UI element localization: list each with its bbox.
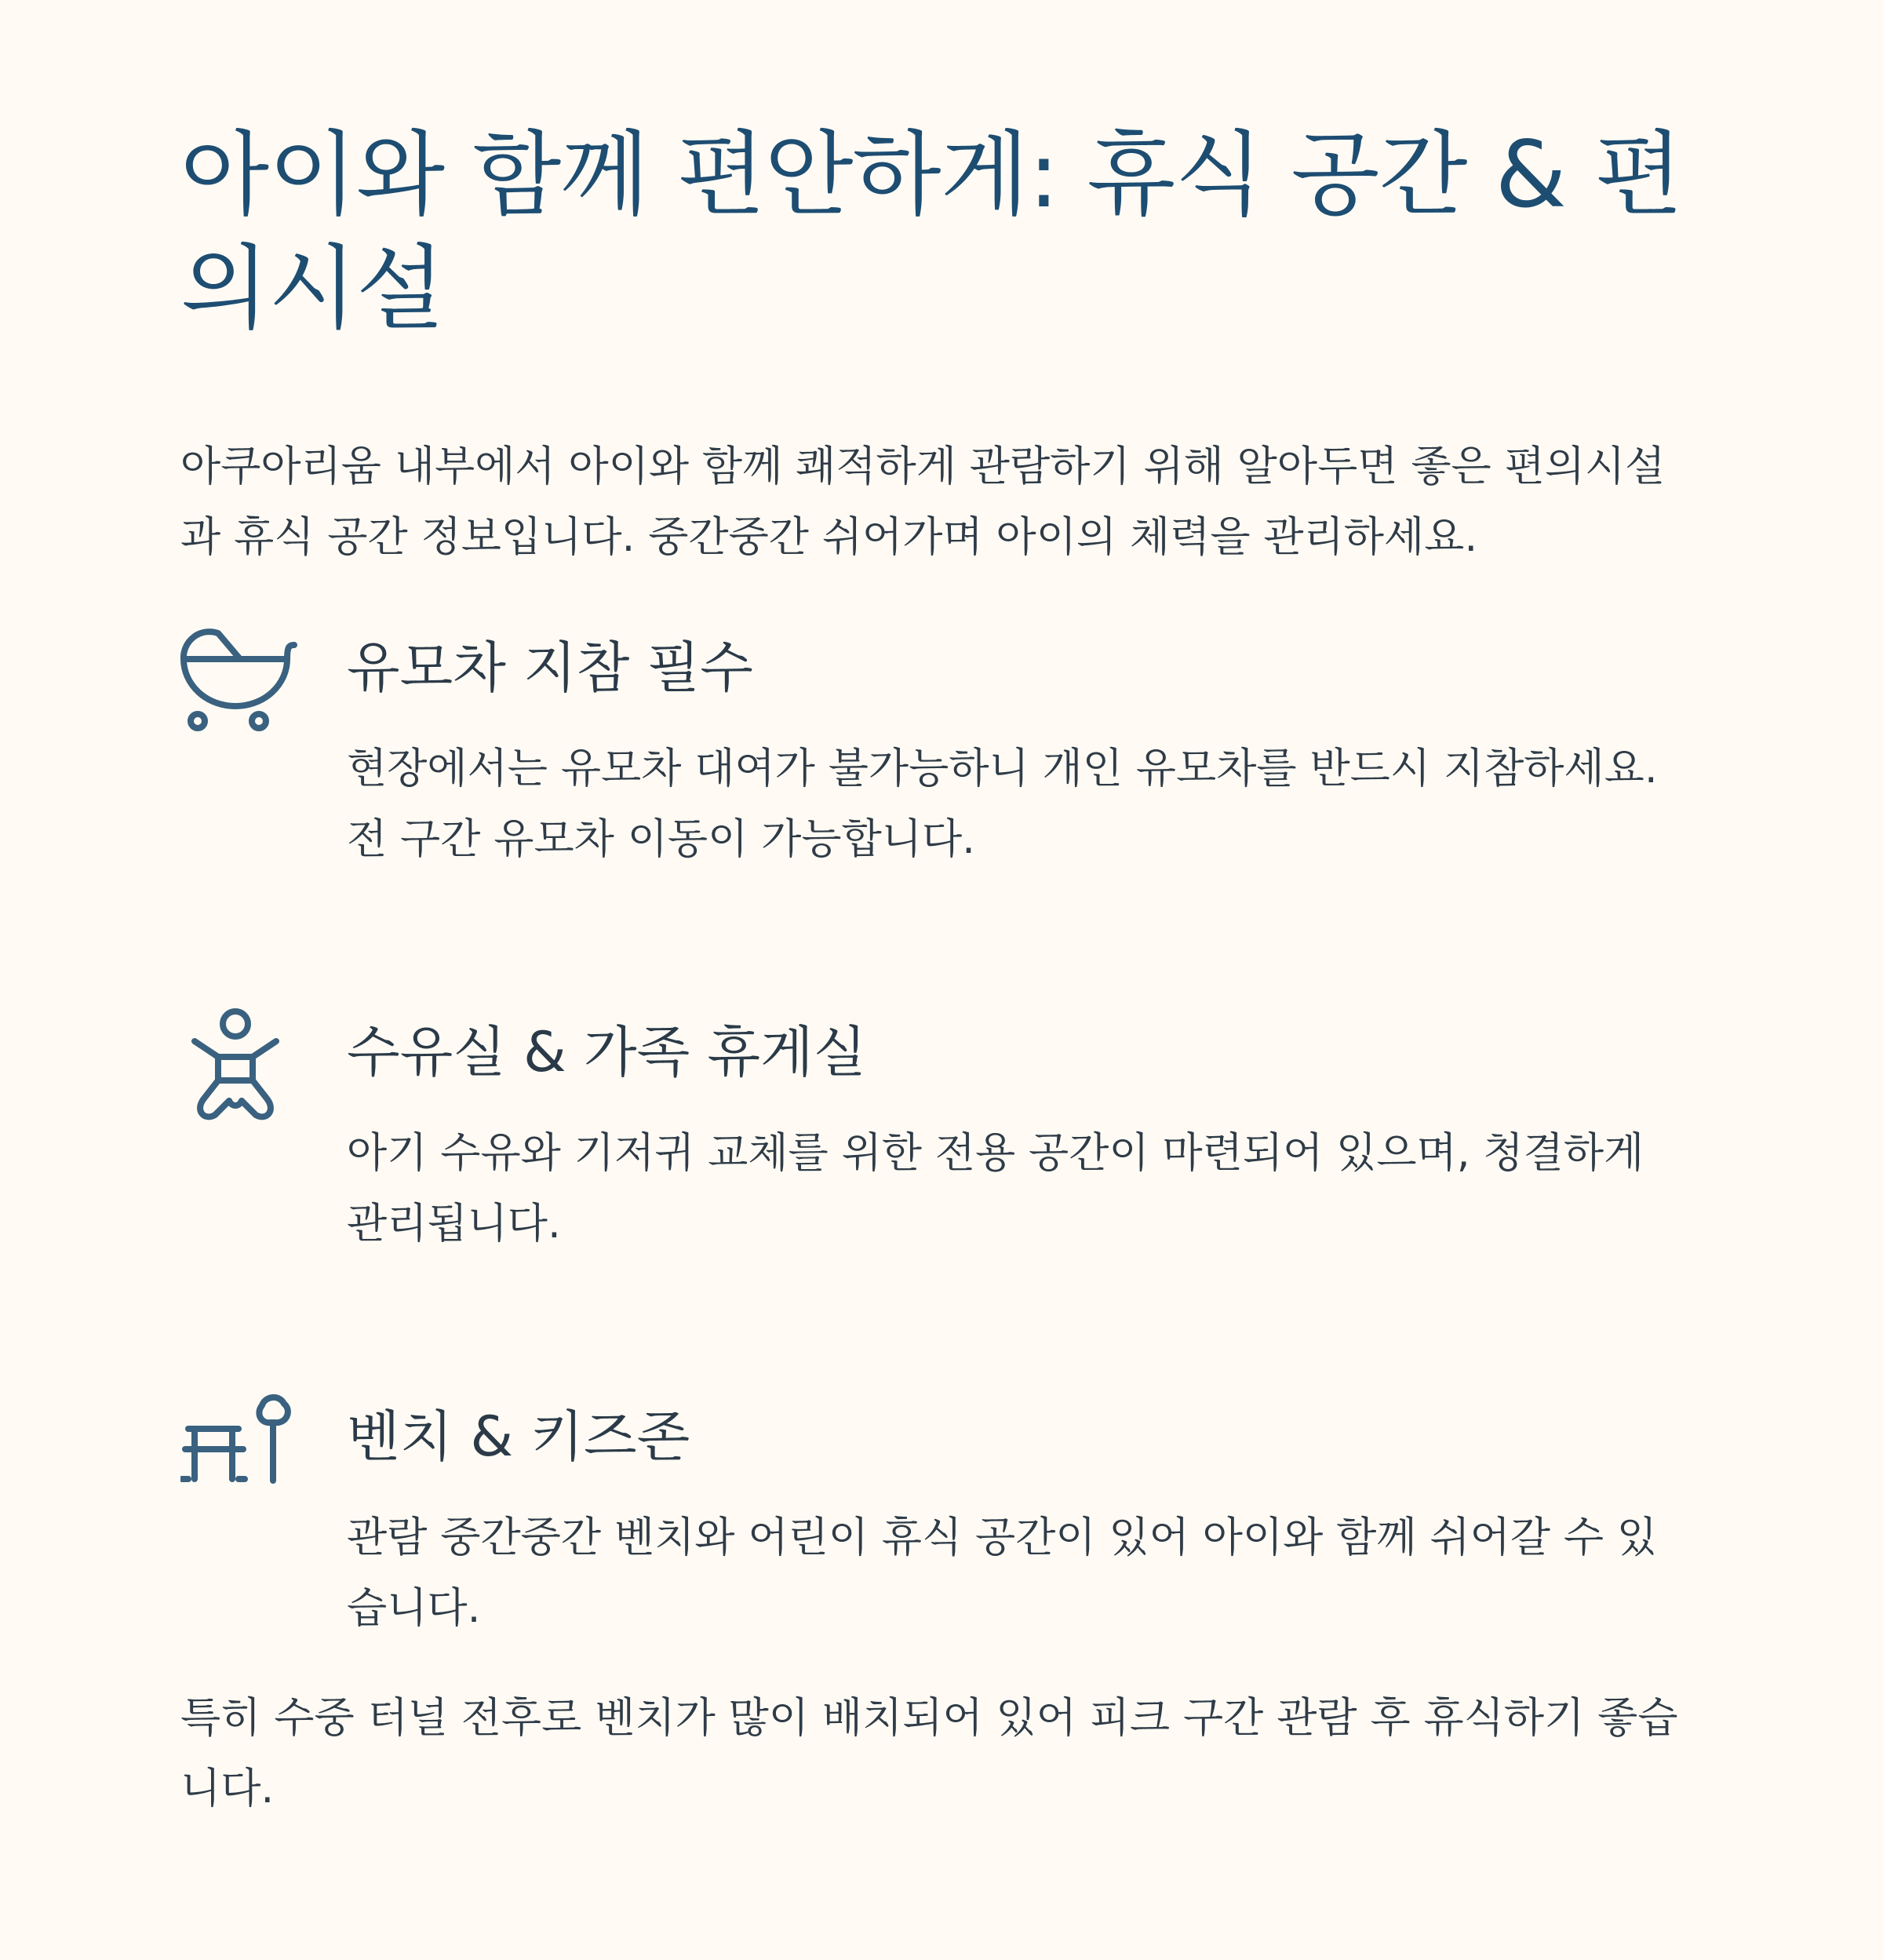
feature-description: 현장에서는 유모차 대여가 불가능하니 개인 유모차를 반드시 지참하세요. 전 구간 유모차 이동이 가능합니다. — [347, 745, 1658, 863]
feature-bench-kidszone — [180, 1393, 1703, 1644]
page-title: 아이와 함께 편안하게: 휴식 공간 & 편의시설 — [180, 121, 1683, 342]
feature-title: 벤치 & 키즈존 — [347, 1404, 690, 1469]
baby-icon — [180, 1008, 298, 1118]
closing-note: 특히 수중 터널 전후로 벤치가 많이 배치되어 있어 피크 구간 관람 후 휴식하기 좋습니다. — [180, 1694, 1678, 1812]
feature-description: 아기 수유와 기저귀 교체를 위한 전용 공간이 마련되어 있으며, 청결하게 관리됩니다. — [347, 1129, 1644, 1248]
feature-title: 유모차 지참 필수 — [347, 636, 753, 700]
feature-title: 수유실 & 가족 휴게실 — [347, 1020, 867, 1084]
stroller-icon — [180, 624, 298, 734]
feature-description: 관람 중간중간 벤치와 어린이 휴식 공간이 있어 아이와 함께 쉬어갈 수 있습니다. — [347, 1514, 1658, 1632]
content-page — [180, 118, 1703, 1824]
intro-paragraph: 아쿠아리움 내부에서 아이와 함께 쾌적하게 관람하기 위해 알아두면 좋은 편의시설과 휴식 공간 정보입니다. 중간중간 쉬어가며 아이의 체력을 관리하세요. — [180, 443, 1666, 561]
feature-stroller — [180, 624, 1703, 875]
feature-nursing-room — [180, 1008, 1703, 1259]
bench-tree-icon — [180, 1393, 298, 1503]
